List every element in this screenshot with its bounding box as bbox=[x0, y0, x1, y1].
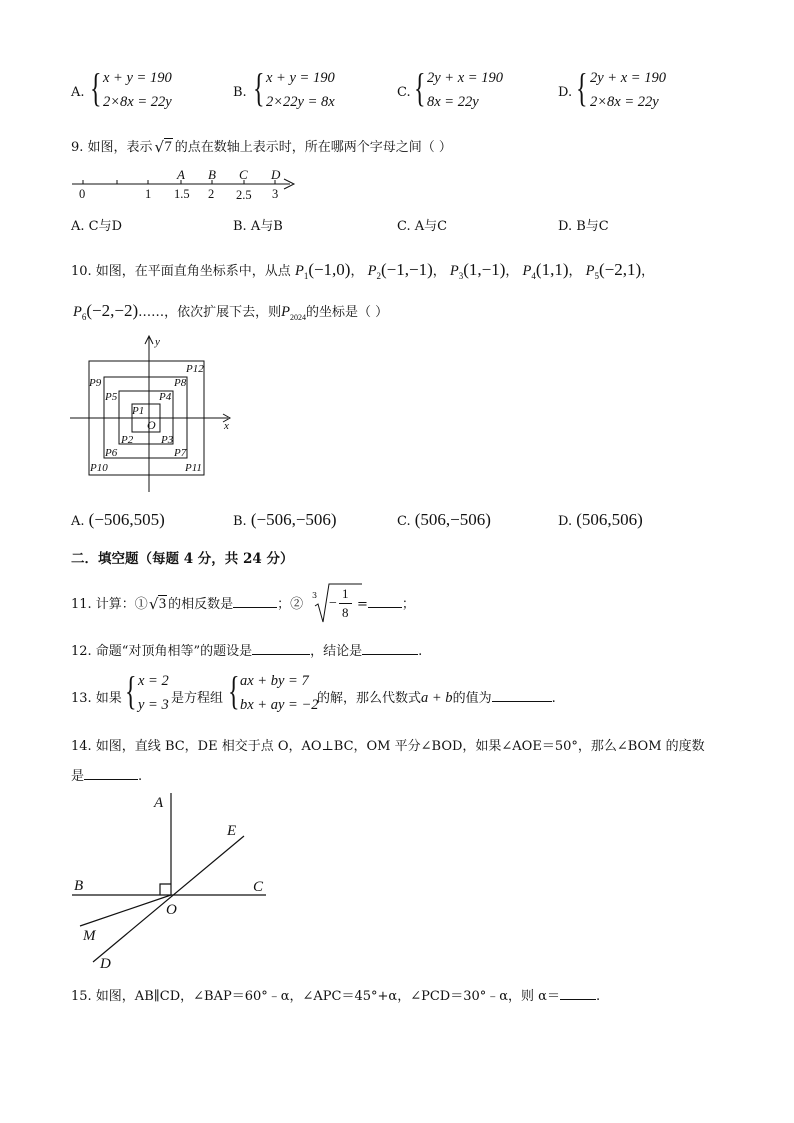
axis-tick-1-5: 1.5 bbox=[174, 187, 190, 201]
right-angle-mark bbox=[160, 884, 171, 895]
label-x: x bbox=[224, 420, 229, 432]
q13-mid: 是方程组 bbox=[171, 691, 224, 706]
q13-eq-1: ax + by = 7 bbox=[240, 673, 309, 689]
q10-option-b: B. (−506,−506) bbox=[233, 510, 337, 529]
label-p4: P4 bbox=[159, 391, 172, 403]
q10-point-5: $P_5(-2,1)$ bbox=[585, 260, 642, 281]
q10-line2-end: 的坐标是（ ） bbox=[305, 305, 389, 320]
label-origin: O bbox=[147, 418, 156, 432]
q12-answer-blank-1[interactable] bbox=[252, 642, 310, 655]
q9-option-b: B. A与B bbox=[233, 219, 283, 234]
q10-line2 bbox=[73, 301, 388, 322]
q13-answer-blank[interactable] bbox=[492, 689, 552, 702]
q14-line2: 是 . bbox=[71, 769, 143, 784]
q12: 12. 命题“对顶角相等”的题设是 ，结论是 . bbox=[71, 644, 423, 659]
q12-answer-blank-2[interactable] bbox=[362, 642, 418, 655]
label-p7: P7 bbox=[174, 447, 187, 459]
q14-answer-blank[interactable] bbox=[84, 767, 138, 780]
q8-option-d-letter: D. bbox=[558, 85, 573, 100]
q11-minus: − bbox=[329, 596, 337, 611]
q9-prefix: 9. 如图，表示 bbox=[71, 140, 153, 155]
q8-option-a-letter: A. bbox=[71, 85, 85, 100]
q8-option-c-eq2: 8x = 22y bbox=[427, 94, 479, 110]
q8-option-b-eq1: x + y = 190 bbox=[266, 70, 335, 86]
label-a: A bbox=[154, 795, 164, 811]
label-p10: P10 bbox=[90, 462, 108, 474]
q8-option-b-brace: { bbox=[253, 65, 265, 110]
axis-tick-2-5: 2.5 bbox=[236, 188, 252, 202]
q8-option-d-eq1: 2y + x = 190 bbox=[590, 70, 666, 86]
q15: 15. 如图，AB∥CD，∠BAP＝60°﹣α，∠APC＝45°+α，∠PCD＝30°﹣α，则 α＝ . bbox=[71, 989, 601, 1004]
label-p6: P6 bbox=[105, 447, 118, 459]
q11-sqrt: √ 3 bbox=[148, 595, 167, 613]
q11 bbox=[71, 593, 303, 613]
line-de bbox=[93, 836, 244, 962]
q13-prefix: 13. 如果 bbox=[71, 691, 122, 706]
q10-option-a: A. (−506,505) bbox=[71, 510, 165, 529]
q13-brace-1: { bbox=[125, 668, 137, 713]
q13-brace-2: { bbox=[228, 668, 240, 713]
axis-letter-d: D bbox=[271, 167, 281, 182]
label-p9: P9 bbox=[89, 377, 102, 389]
axis-tick-0: 0 bbox=[79, 187, 86, 201]
q9-number-line bbox=[66, 164, 306, 204]
q8-option-b-letter: B. bbox=[233, 85, 247, 100]
label-p5: P5 bbox=[105, 391, 118, 403]
q8-option-b-eq2: 2×22y = 8x bbox=[266, 94, 335, 110]
q10-point-4: $P_4(1,1)$ bbox=[522, 260, 569, 281]
q11-answer-blank-2[interactable] bbox=[368, 595, 402, 608]
q9-option-c: C. A与C bbox=[397, 219, 448, 234]
label-b: B bbox=[74, 878, 84, 894]
q8-option-a-eq2: 2×8x = 22y bbox=[103, 94, 172, 110]
label-d: D bbox=[100, 956, 111, 972]
q11-sep: ；② bbox=[277, 597, 304, 612]
q11-fraction-bar bbox=[339, 603, 352, 604]
q10-point-6: $P_6(-2,-2)$ bbox=[73, 301, 139, 322]
q12-prefix: 12. 命题“对顶角相等”的题设是 bbox=[71, 644, 253, 659]
label-e: E bbox=[227, 823, 237, 839]
q10-point-1: $P_1(-1,0)$ bbox=[294, 260, 351, 281]
q11-denominator: 8 bbox=[342, 605, 349, 620]
q10-point-2: $P_2(-1,-1)$ bbox=[367, 260, 433, 281]
q10-spiral-diagram bbox=[68, 332, 243, 497]
q12-mid: ，结论是 bbox=[310, 644, 363, 659]
axis-letter-b: B bbox=[208, 167, 216, 182]
axis-letter-c: C bbox=[239, 167, 248, 182]
label-p1: P1 bbox=[132, 405, 145, 417]
q11-prefix: 11. 计算：① bbox=[71, 597, 148, 612]
q10-prefix: 10. 如图，在平面直角坐标系中，从点 bbox=[71, 264, 291, 279]
section-2-heading: 二．填空题（每题 4 分，共 24 分） bbox=[71, 551, 294, 567]
q13-cond-2: y = 3 bbox=[138, 697, 169, 713]
q15-text: 15. 如图，AB∥CD，∠BAP＝60°﹣α，∠APC＝45°+α，∠PCD＝30°﹣α，则 α＝ bbox=[71, 989, 560, 1004]
q14-angle-diagram bbox=[66, 790, 276, 972]
label-o: O bbox=[166, 902, 177, 918]
q11-answer-blank-1[interactable] bbox=[233, 595, 277, 608]
q15-answer-blank[interactable] bbox=[560, 987, 596, 1000]
ray-om bbox=[80, 895, 171, 926]
q11-cube-root bbox=[312, 582, 362, 624]
q14-line1: 14. 如图，直线 BC，DE 相交于点 O，AO⊥BC，OM 平分∠BOD，如果∠AOE＝50°，那么∠BOM 的度数 bbox=[71, 739, 705, 754]
axis-letter-a: A bbox=[177, 167, 185, 182]
axis-tick-2: 2 bbox=[208, 187, 215, 201]
label-y: y bbox=[155, 336, 160, 348]
label-p12: P12 bbox=[186, 363, 204, 375]
q13-expr: a + b bbox=[421, 690, 453, 706]
q10-point-3: $P_3(1,-1)$ bbox=[449, 260, 506, 281]
q11-tail: = ； bbox=[357, 597, 415, 612]
q11-cube-index: 3 bbox=[312, 591, 318, 600]
q8-option-c-brace: { bbox=[414, 65, 426, 110]
q10-line1: 10. 如图，在平面直角坐标系中，从点 $P_1(-1,0)$， $P_2(-1,-1)$， $P_3(1,-1)$， $P_4(1,1)$， $P_5(-2,1)$， bbox=[71, 260, 655, 281]
q9-option-a: A. C与D bbox=[71, 219, 123, 234]
q10-target-point: $P_{2024}$ bbox=[281, 304, 306, 322]
axis-tick-1: 1 bbox=[145, 187, 152, 201]
q10-option-c: C. (506,−506) bbox=[397, 510, 491, 529]
axis-tick-3: 3 bbox=[272, 187, 279, 201]
q9-suffix: 的点在数轴上表示时，所在哪两个字母之间（ ） bbox=[174, 140, 452, 155]
q9-stem bbox=[71, 136, 452, 156]
label-p8: P8 bbox=[174, 377, 187, 389]
q13-eq-2: bx + ay = −2 bbox=[240, 697, 319, 713]
q8-option-c-eq1: 2y + x = 190 bbox=[427, 70, 503, 86]
q13-cond-1: x = 2 bbox=[138, 673, 169, 689]
label-p2: P2 bbox=[121, 434, 134, 446]
q9-radicand: 7 bbox=[164, 139, 172, 155]
q8-option-c-letter: C. bbox=[397, 85, 411, 100]
q11-numerator: 1 bbox=[342, 586, 349, 601]
q9-sqrt: √ 7 bbox=[154, 138, 172, 156]
q10-line2-mid: ……，依次扩展下去，则 bbox=[138, 305, 282, 320]
q13-tail: 的解，那么代数式a + b的值为 . bbox=[317, 690, 556, 706]
q9-option-d: D. B与C bbox=[558, 219, 609, 234]
q8-option-a-brace: { bbox=[90, 65, 102, 110]
q11-mid: 的相反数是 bbox=[168, 597, 234, 612]
label-c: C bbox=[253, 879, 264, 895]
label-p3: P3 bbox=[161, 434, 174, 446]
label-p11: P11 bbox=[185, 462, 202, 474]
q8-option-d-brace: { bbox=[576, 65, 588, 110]
q10-option-d: D. (506,506) bbox=[558, 510, 643, 529]
label-m: M bbox=[83, 928, 96, 944]
q8-option-d-eq2: 2×8x = 22y bbox=[590, 94, 659, 110]
q8-option-a-eq1: x + y = 190 bbox=[103, 70, 172, 86]
